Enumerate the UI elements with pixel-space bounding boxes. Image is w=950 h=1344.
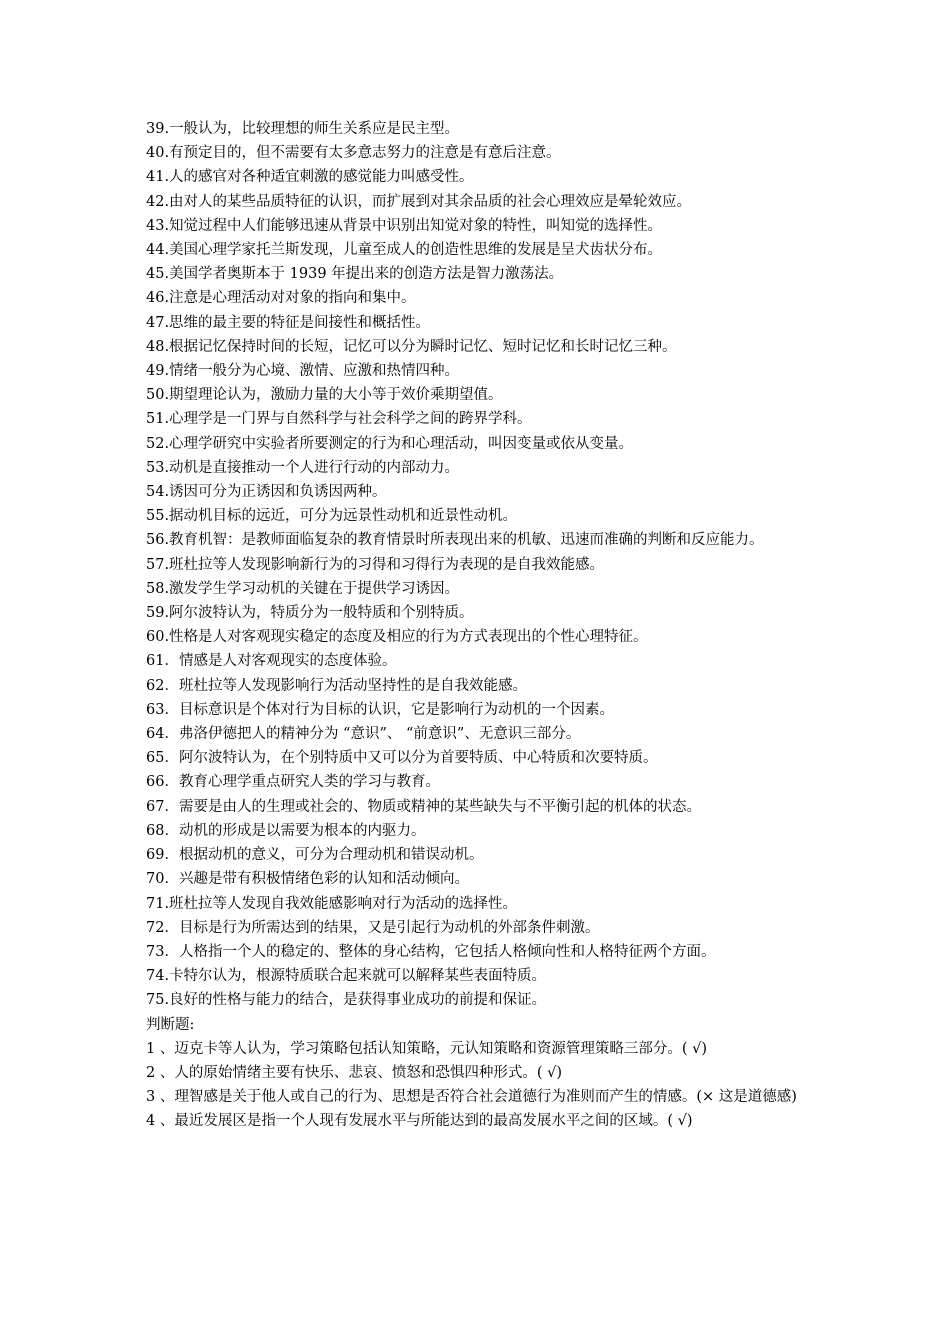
statement-item: 42.由对人的某些品质特征的认识，而扩展到对其余品质的社会心理效应是晕轮效应。: [146, 193, 692, 210]
statement-item: 75.良好的性格与能力的结合，是获得事业成功的前提和保证。: [146, 992, 547, 1009]
judgment-heading: 判断题:: [146, 1016, 195, 1033]
statement-item: 72．目标是行为所需达到的结果，又是引起行为动机的外部条件刺激。: [146, 919, 600, 936]
statement-item: 52.心理学研究中实验者所要测定的行为和心理活动，叫因变量或依从变量。: [146, 435, 634, 452]
judgment-item: 4 、最近发展区是指一个人现有发展水平与所能达到的最高发展水平之间的区域。( √): [146, 1113, 693, 1130]
statement-item: 67．需要是由人的生理或社会的、物质或精神的某些缺失与不平衡引起的机体的状态。: [146, 798, 701, 815]
statement-item: 64．弗洛伊德把人的精神分为 “意识”、 “前意识”、无意识三部分。: [146, 726, 581, 743]
statement-list: [146, 117, 818, 1013]
statement-item: 47.思维的最主要的特征是间接性和概括性。: [146, 314, 431, 331]
statement-item: 57.班杜拉等人发现影响新行为的习得和习得行为表现的是自我效能感。: [146, 556, 605, 573]
statement-item: 45.美国学者奥斯本于 1939 年提出来的创造方法是智力激荡法。: [146, 266, 564, 283]
statement-item: 71.班杜拉等人发现自我效能感影响对行为活动的选择性。: [146, 895, 518, 912]
statement-item: 46.注意是心理活动对对象的指向和集中。: [146, 290, 416, 307]
statement-item: 48.根据记忆保持时间的长短，记忆可以分为瞬时记忆、短时记忆和长时记忆三种。: [146, 338, 677, 355]
statement-item: 69．根据动机的意义，可分为合理动机和错误动机。: [146, 847, 484, 864]
document-page: [146, 117, 818, 1134]
judgment-item: 1 、迈克卡等人认为，学习策略包括认知策略，元认知策略和资源管理策略三部分。( √): [146, 1040, 707, 1057]
statement-item: 66．教育心理学重点研究人类的学习与教育。: [146, 774, 440, 791]
statement-item: 50.期望理论认为，激励力量的大小等于效价乘期望值。: [146, 387, 503, 404]
statement-item: 55.据动机目标的远近，可分为远景性动机和近景性动机。: [146, 508, 518, 525]
statement-item: 65．阿尔波特认为，在个别特质中又可以分为首要特质、中心特质和次要特质。: [146, 750, 658, 767]
statement-item: 58.激发学生学习动机的关键在于提供学习诱因。: [146, 580, 460, 597]
statement-item: 49.情绪一般分为心境、激情、应激和热情四种。: [146, 363, 460, 380]
judgment-list: [146, 1037, 818, 1134]
statement-item: 51.心理学是一门界与自然科学与社会科学之间的跨界学科。: [146, 411, 532, 428]
statement-item: 39.一般认为，比较理想的师生关系应是民主型。: [146, 121, 460, 137]
judgment-item: 2 、人的原始情绪主要有快乐、悲哀、愤怒和恐惧四种形式。( √): [146, 1064, 562, 1081]
statement-item: 61．情感是人对客观现实的态度体验。: [146, 653, 397, 670]
statement-item: 59.阿尔波特认为，特质分为一般特质和个别特质。: [146, 605, 474, 622]
statement-item: 60.性格是人对客观现实稳定的态度及相应的行为方式表现出的个性心理特征。: [146, 629, 648, 646]
judgment-item: 3 、理智感是关于他人或自己的行为、思想是否符合社会道德行为准则而产生的情感。(× 这是道德感): [146, 1089, 797, 1106]
statement-item: 73．人格指一个人的稳定的、整体的身心结构，它包括人格倾向性和人格特征两个方面。: [146, 943, 716, 960]
statement-item: 41.人的感官对各种适宜刺激的感觉能力叫感受性。: [146, 169, 474, 186]
statement-item: 62．班杜拉等人发现影响行为活动坚持性的是自我效能感。: [146, 677, 527, 694]
statement-item: 63．目标意识是个体对行为目标的认识，它是影响行为动机的一个因素。: [146, 701, 614, 718]
statement-item: 56.教育机智：是教师面临复杂的教育情景时所表现出来的机敏、迅速而准确的判断和反应能力。: [146, 532, 764, 549]
statement-item: 68．动机的形成是以需要为根本的内驱力。: [146, 822, 426, 839]
statement-item: 53.动机是直接推动一个人进行行动的内部动力。: [146, 459, 460, 476]
statement-item: 74.卡特尔认为，根源特质联合起来就可以解释某些表面特质。: [146, 968, 547, 985]
statement-item: 44.美国心理学家托兰斯发现，儿童至成人的创造性思维的发展是呈犬齿状分布。: [146, 242, 663, 259]
statement-item: 40.有预定目的，但不需要有太多意志努力的注意是有意后注意。: [146, 145, 561, 162]
statement-item: 54.诱因可分为正诱因和负诱因两种。: [146, 484, 387, 501]
statement-item: 43.知觉过程中人们能够迅速从背景中识别出知觉对象的特性，叫知觉的选择性。: [146, 217, 663, 234]
statement-item: 70．兴趣是带有积极情绪色彩的认知和活动倾向。: [146, 871, 469, 888]
